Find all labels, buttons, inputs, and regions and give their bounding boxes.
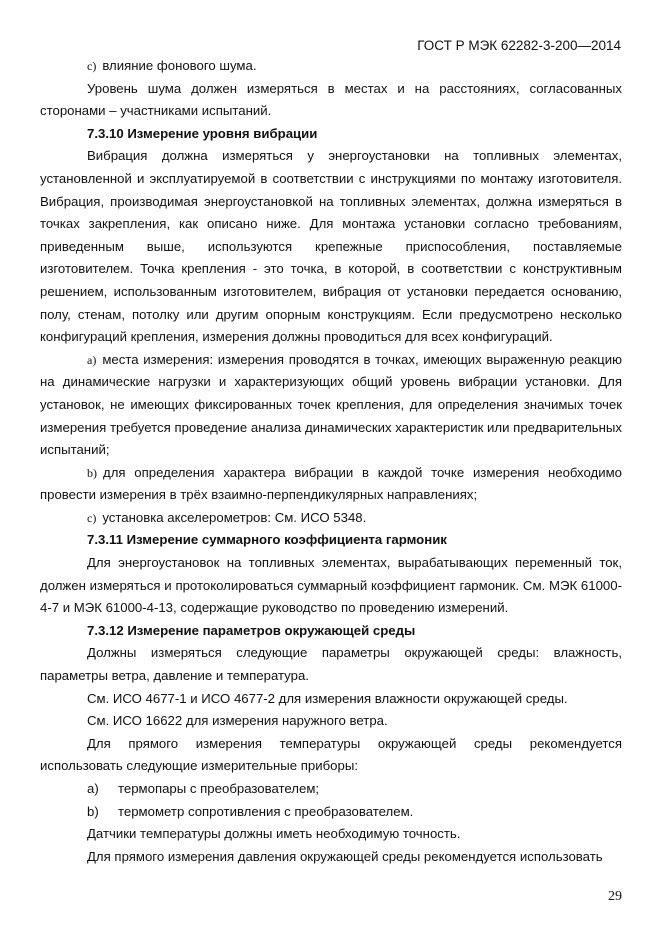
list-text: места измерения: измерения проводятся в точках, имеющих выраженную реакцию на динамические нагрузки и характеризующих общий уровень вибрации установки. Для установок, не имеющих фиксированных точек крепления, для определения значимых точек измерения требуется проведение анализа динамических характеристик или предварительных испытаний; xyxy=(40,351,622,458)
list-marker: c) xyxy=(87,510,97,525)
paragraph-vibration: Вибрация должна измеряться у энергоустановки на топливных элементах, установленной и эксплуатируемой в соответствии с инструкциями по монтажу изготовителя. Вибрация, производимая энергоустановкой на топливных элементах, должна измеряться в точках закрепления, как описано ниже. Для монтажа установки согласно требованиям, приведенным выше, используются крепежные приспособления, поставляемые изготовителем. Точка крепления - это точка, в которой, в соответствии с конструктивным решением, использованным изготовителем, вибрация от установки передается основанию, полу, стенам, потолку или другим опорным конструкциям. Если предусмотрено несколько конфигураций крепления, измерения должны проводиться для всех конфигураций. xyxy=(40,148,622,345)
list-text: влияние фонового шума. xyxy=(102,58,257,73)
paragraph-pressure: Для прямого измерения давления окружающей среды рекомендуется использовать xyxy=(87,848,603,864)
paragraph-environment: Должны измеряться следующие параметры окружающей среды: влажность, параметры ветра, давление и температура. xyxy=(40,645,622,684)
list-item-c-noise xyxy=(40,55,622,78)
section-heading-7-3-12: 7.3.12 Измерение параметров окружающей среды xyxy=(87,622,416,638)
list-marker: b) xyxy=(87,465,97,480)
list-item-thermocouples xyxy=(40,778,622,801)
list-text: установка акселерометров: См. ИСО 5348. xyxy=(102,509,367,525)
paragraph-noise-level: Уровень шума должен измеряться в местах и на расстояниях, согласованных сторонами – участниками испытаний. xyxy=(40,80,622,119)
paragraph-sensors-accuracy: Датчики температуры должны иметь необходимую точность. xyxy=(87,826,461,842)
list-text: для определения характера вибрации в каждой точке измерения необходимо провести измерения в трёх взаимно-перпендикулярных направлениях; xyxy=(40,464,622,503)
paragraph-humidity-ref: См. ИСО 4677-1 и ИСО 4677-2 для измерения влажности окружающей среды. xyxy=(87,690,568,706)
paragraph-harmonics: Для энергоустановок на топливных элементах, вырабатывающих переменный ток, должен измеряться и протоколироваться суммарный коэффициент гармоник. См. МЭК 61000-4-7 и МЭК 61000-4-13, содержащие руководство по проведению измерений. xyxy=(40,555,622,616)
list-item-resistance-thermometer xyxy=(40,801,622,824)
list-item-b-directions xyxy=(40,462,622,507)
list-marker: a) xyxy=(87,781,99,796)
list-item-a-points xyxy=(40,349,622,462)
paragraph-temperature: Для прямого измерения температуры окружающей среды рекомендуется использовать следующие измерительные приборы: xyxy=(40,735,622,774)
list-marker: a) xyxy=(87,352,97,367)
list-marker: b) xyxy=(87,803,99,819)
section-heading-7-3-11: 7.3.11 Измерение суммарного коэффициента гармоник xyxy=(87,532,447,548)
section-heading-7-3-10: 7.3.10 Измерение уровня вибрации xyxy=(87,125,318,141)
paragraph-wind-ref: См. ИСО 16622 для измерения наружного ветра. xyxy=(87,713,388,729)
list-marker: c) xyxy=(87,59,97,73)
standard-header: ГОСТ Р МЭК 62282-3-200—2014 xyxy=(417,38,621,53)
page-number: 29 xyxy=(608,889,622,904)
list-item-c-accelerometers xyxy=(40,507,622,530)
list-text: термопары с преобразователем; xyxy=(118,781,320,796)
list-text: термометр сопротивления с преобразователем. xyxy=(118,803,414,819)
document-body xyxy=(40,55,622,868)
